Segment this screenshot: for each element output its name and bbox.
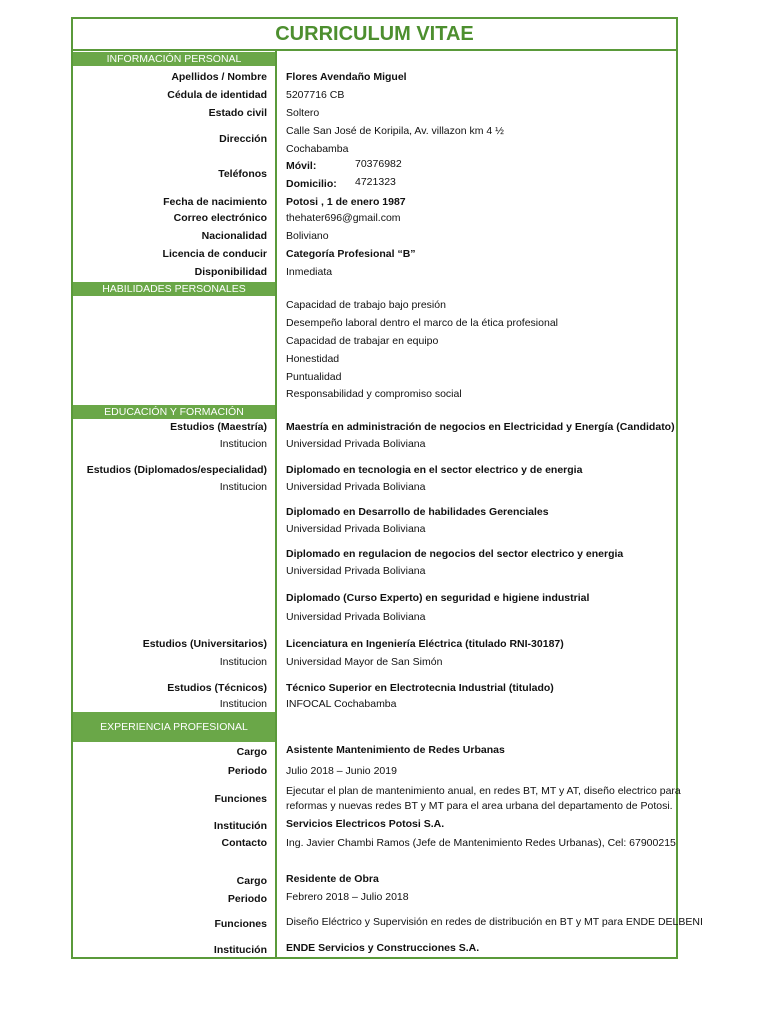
page-title: CURRICULUM VITAE — [275, 23, 474, 45]
functions-label: Funciones — [214, 793, 267, 805]
license-label: Licencia de conducir — [162, 248, 267, 260]
job-functions-line1: Ejecutar el plan de mantenimiento anual, en redes BT, MT y AT, diseño electrico para — [286, 785, 681, 797]
mobile-label: Móvil: — [286, 160, 317, 172]
section-education-header: EDUCACIÓN Y FORMACIÓN — [73, 405, 275, 419]
title-row — [73, 19, 676, 51]
section-personal-header: INFORMACIÓN PERSONAL — [73, 52, 275, 66]
name-value: Flores Avendaño Miguel — [286, 71, 407, 83]
job-contact: Ing. Javier Chambi Ramos (Jefe de Mantenimiento Redes Urbanas), Cel: 67900215 — [286, 837, 676, 849]
diploma-institution: Universidad Privada Boliviana — [286, 565, 426, 577]
nationality-label: Nacionalidad — [201, 230, 267, 242]
job-role: Residente de Obra — [286, 873, 379, 885]
availability-label: Disponibilidad — [194, 266, 267, 278]
university-label: Estudios (Universitarios) — [142, 638, 267, 650]
email-label: Correo electrónico — [173, 212, 267, 224]
job-functions-line2: reformas y nuevas redes BT y MT para el area urbana del departamento de Potosi. — [286, 800, 673, 812]
cv-sheet — [71, 17, 703, 959]
institution-label: Institucion — [219, 481, 267, 493]
functions-label: Funciones — [214, 918, 267, 930]
job-functions: Diseño Eléctrico y Supervisión en redes de distribución en BT y MT para ENDE DELBENI — [286, 916, 703, 928]
period-label: Periodo — [227, 893, 267, 905]
technical-degree: Técnico Superior en Electrotecnia Industrial (titulado) — [286, 682, 554, 694]
masters-institution: Universidad Privada Boliviana — [286, 438, 426, 450]
institution-label: Institucion — [219, 698, 267, 710]
institution-label: Institucion — [219, 656, 267, 668]
job-period: Julio 2018 – Junio 2019 — [286, 765, 397, 777]
masters-title: Maestría en administración de negocios en Electricidad y Energía (Candidato) — [286, 421, 675, 433]
role-label: Cargo — [236, 875, 267, 887]
period-label: Periodo — [227, 765, 267, 777]
email-value[interactable]: thehater696@gmail.com — [286, 212, 401, 224]
technical-label: Estudios (Técnicos) — [167, 682, 267, 694]
home-phone-label: Domicilio: — [286, 178, 337, 190]
technical-institution: INFOCAL Cochabamba — [286, 698, 397, 710]
skill-item: Puntualidad — [286, 371, 342, 383]
home-phone-value: 4721323 — [355, 176, 396, 188]
id-value: 5207716 CB — [286, 89, 345, 101]
skill-item: Responsabilidad y compromiso social — [286, 388, 462, 400]
diploma-title: Diplomado (Curso Experto) en seguridad e higiene industrial — [286, 592, 590, 604]
name-label: Apellidos / Nombre — [171, 71, 267, 83]
id-label: Cédula de identidad — [167, 89, 267, 101]
diploma-title: Diplomado en tecnologia en el sector electrico y de energia — [286, 464, 583, 476]
skill-item: Capacidad de trabajar en equipo — [286, 335, 439, 347]
institution-label: Institucion — [219, 438, 267, 450]
job-institution: Servicios Electricos Potosi S.A. — [286, 818, 445, 830]
birth-label: Fecha de nacimiento — [163, 196, 267, 208]
job-role: Asistente Mantenimiento de Redes Urbanas — [286, 744, 505, 756]
civil-status-value: Soltero — [286, 107, 320, 119]
skill-item: Honestidad — [286, 353, 340, 365]
address-line1: Calle San José de Koripila, Av. villazon km 4 ½ — [286, 125, 504, 137]
birth-value: Potosi , 1 de enero 1987 — [286, 196, 406, 208]
address-line2: Cochabamba — [286, 143, 349, 155]
availability-value: Inmediata — [286, 266, 333, 278]
diploma-institution: Universidad Privada Boliviana — [286, 481, 426, 493]
skill-item: Capacidad de trabajo bajo presión — [286, 299, 446, 311]
skill-item: Desempeño laboral dentro el marco de la ética profesional — [286, 317, 558, 329]
license-value: Categoría Profesional “B” — [286, 248, 416, 260]
diploma-title: Diplomado en regulacion de negocios del sector electrico y energia — [286, 548, 624, 560]
diploma-institution: Universidad Privada Boliviana — [286, 611, 426, 623]
university-institution: Universidad Mayor de San Simón — [286, 656, 443, 668]
diploma-institution: Universidad Privada Boliviana — [286, 523, 426, 535]
nationality-value: Boliviano — [286, 230, 329, 242]
address-label: Dirección — [219, 133, 267, 145]
contact-label: Contacto — [221, 837, 267, 849]
mobile-value: 70376982 — [355, 158, 402, 170]
role-label: Cargo — [236, 746, 267, 758]
diploma-title: Diplomado en Desarrollo de habilidades Gerenciales — [286, 506, 549, 518]
institution-label: Institución — [213, 944, 267, 956]
job-institution: ENDE Servicios y Construcciones S.A. — [286, 942, 480, 954]
column-divider — [275, 51, 277, 957]
diplomas-label: Estudios (Diplomados/especialidad) — [86, 464, 267, 476]
university-degree: Licenciatura en Ingeniería Eléctrica (titulado RNI-30187) — [286, 638, 564, 650]
phones-label: Teléfonos — [218, 168, 267, 180]
job-period: Febrero 2018 – Julio 2018 — [286, 891, 409, 903]
section-skills-header: HABILIDADES PERSONALES — [73, 282, 275, 296]
masters-label: Estudios (Maestría) — [170, 421, 267, 433]
section-experience-header: EXPERIENCIA PROFESIONAL — [73, 712, 275, 742]
institution-label: Institución — [213, 820, 267, 832]
civil-status-label: Estado civil — [208, 107, 267, 119]
